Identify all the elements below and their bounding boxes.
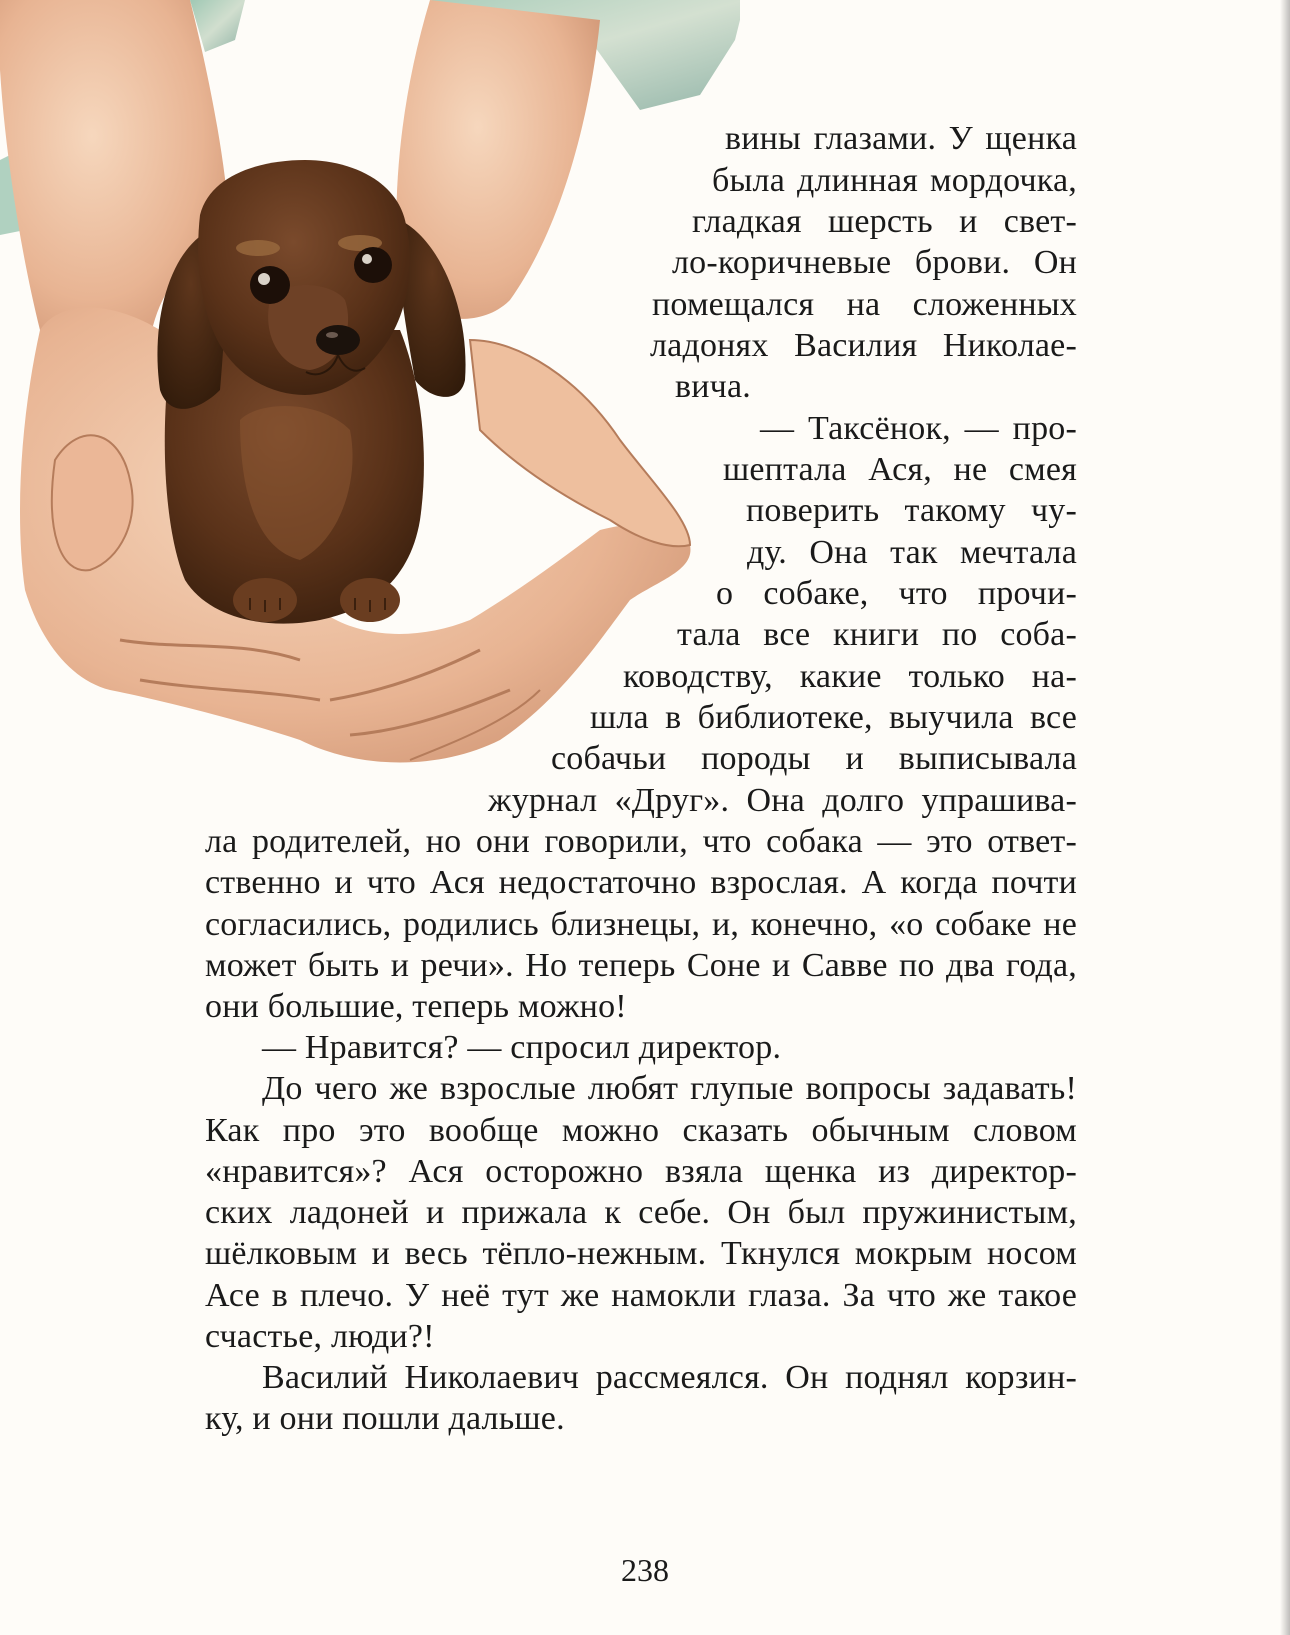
text-line: Василий Николаевич рассмеялся. Он поднял корзин- xyxy=(262,1359,1077,1396)
text-line: ду. Она так мечтала xyxy=(747,534,1077,571)
text-line: ководству, какие только на- xyxy=(623,658,1077,695)
text-line: может быть и речи». Но теперь Соне и Савве по два года, xyxy=(205,947,1077,984)
text-line: тала все книги по соба- xyxy=(677,616,1077,653)
text-line: помещался на сложенных xyxy=(652,286,1077,323)
text-line: гладкая шерсть и свет- xyxy=(692,203,1077,240)
text-line: шла в библиотеке, выучила все xyxy=(590,699,1077,736)
text-line: ку, и они пошли дальше. xyxy=(205,1400,565,1437)
text-line: шептала Ася, не смея xyxy=(723,451,1077,488)
page-number: 238 xyxy=(621,1552,669,1588)
text-line: ственно и что Ася недостаточно взрослая. А когда почти xyxy=(205,864,1077,901)
text-line: ладонях Василия Николае- xyxy=(650,327,1077,364)
text-line: До чего же взрослые любят глупые вопросы задавать! xyxy=(262,1070,1077,1107)
text-line: была длинная мордочка, xyxy=(712,162,1077,199)
text-line: — Таксёнок, — про- xyxy=(760,410,1077,447)
text-line: ла родителей, но они говорили, что собака — это ответ- xyxy=(205,823,1077,860)
text-line: Асе в плечо. У неё тут же намокли глаза. За что же такое xyxy=(205,1277,1077,1314)
text-line: «нравится»? Ася осторожно взяла щенка из директор- xyxy=(205,1153,1077,1190)
text-line: согласились, родились близнецы, и, конечно, «о собаке не xyxy=(205,906,1077,943)
text-line: вины глазами. У щенка xyxy=(725,120,1077,157)
text-line: счастье, люди?! xyxy=(205,1318,435,1355)
text-line: поверить такому чу- xyxy=(746,492,1077,529)
text-line: ских ладоней и прижала к себе. Он был пружинистым, xyxy=(205,1194,1077,1231)
text-line: журнал «Друг». Она долго упрашива- xyxy=(488,782,1077,819)
text-line: шёлковым и весь тёпло-нежным. Ткнулся мокрым носом xyxy=(205,1235,1077,1272)
text-line: о собаке, что прочи- xyxy=(716,575,1077,612)
page-edge-shadow xyxy=(1280,0,1290,1635)
text-line: Как про это вообще можно сказать обычным словом xyxy=(205,1112,1077,1149)
text-line: ло-коричневые брови. Он xyxy=(672,244,1077,281)
text-line: вича. xyxy=(675,368,751,405)
text-line: они большие, теперь можно! xyxy=(205,988,627,1025)
text-line: — Нравится? — спросил директор. xyxy=(262,1029,782,1066)
text-line: собачьи породы и выписывала xyxy=(551,740,1077,777)
